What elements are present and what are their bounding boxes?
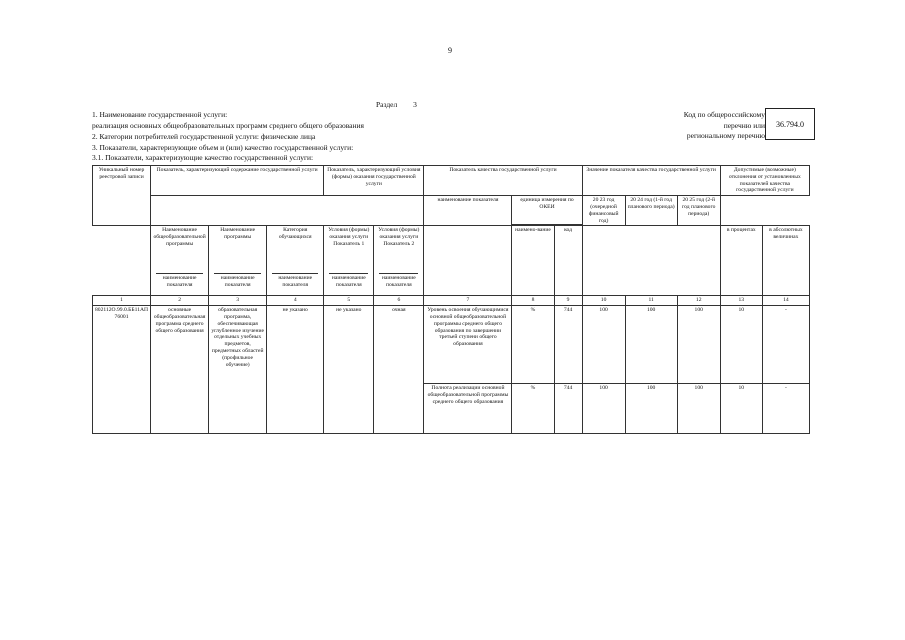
deviation-percent: 10	[720, 384, 762, 434]
quality-indicators-heading: 3.1. Показатели, характеризующие качество государственной услуги:	[92, 153, 314, 162]
header-c3-title: Наименование программы	[220, 227, 256, 241]
condition-1: не указано	[324, 306, 374, 434]
quality-value-2025: 100	[677, 306, 720, 384]
code-label-line: перечню или	[723, 120, 765, 130]
col-number: 3	[209, 296, 267, 306]
header-year-2: 20 24 год (1-й год планового периода)	[625, 196, 677, 226]
header-c4-sub: наименование показателя	[272, 273, 318, 289]
quality-unit-code: 744	[554, 306, 582, 384]
col-number: 1	[93, 296, 151, 306]
col-number: 11	[625, 296, 677, 306]
col-number: 2	[151, 296, 209, 306]
consumer-category: 2. Категории потребителей государственной услуги: физические лица	[92, 132, 316, 141]
quality-value-2023: 100	[582, 306, 625, 384]
page-number: 9	[448, 46, 452, 55]
header-c6	[374, 226, 424, 296]
header-unique-number: Уникальный номер реестровой записи	[93, 166, 151, 226]
header-in-absolute: в абсолютных величинах	[762, 226, 809, 296]
quality-value-2024: 100	[625, 384, 677, 434]
deviation-percent: 10	[720, 306, 762, 384]
header-c5-sub: наименование показателя	[329, 273, 368, 289]
quality-unit-code: 744	[554, 384, 582, 434]
quality-indicator-name: Полнота реализации основной общеобразовательной программы среднего общего образования	[424, 384, 512, 434]
header-c2	[151, 226, 209, 296]
col-number: 9	[554, 296, 582, 306]
quality-value-2025: 100	[677, 384, 720, 434]
col-number: 6	[374, 296, 424, 306]
program-name: образовательная программа, обеспечивающая углубленное изучение отдельных учебных предметов, предметных областей (профильное обучение)	[209, 306, 267, 434]
deviation-absolute: -	[762, 306, 809, 384]
column-number-row	[93, 296, 810, 306]
col-number: 12	[677, 296, 720, 306]
col-number: 7	[424, 296, 512, 306]
program-type: основные общеобразовательная программа среднего общего образования	[151, 306, 209, 434]
registry-record-number: 802112О.99.0.ББ11АП76001	[93, 306, 151, 434]
section-number: 3	[413, 100, 417, 109]
service-name-label: 1. Наименование государственной услуги:	[92, 110, 228, 119]
header-condition-group: Показатель, характеризующий условия (формы) оказания государственной услуги	[324, 166, 424, 196]
quality-indicator-name: Уровень освоения обучающимися основной общеобразовательной программы среднего общего образования по завершении третьей ступени общего образования	[424, 306, 512, 384]
col-number: 5	[324, 296, 374, 306]
header-quality-group: Показатель качества государственной услуги	[424, 166, 582, 196]
col-number: 8	[512, 296, 554, 306]
header-unit-okei: единица измерения по ОКЕИ	[512, 196, 582, 225]
header-c2-sub: наименование показателя	[156, 273, 203, 289]
code-label-line: Код по общероссийскому	[683, 110, 765, 119]
header-year-1: 20 23 год (очередной финансовый год)	[582, 196, 625, 226]
col-number: 14	[762, 296, 809, 306]
header-c3-sub: наименование показателя	[214, 273, 261, 289]
header-c4	[267, 226, 324, 296]
col-number: 13	[720, 296, 762, 306]
col-number: 10	[582, 296, 625, 306]
condition-2: очная	[374, 306, 424, 434]
header-content-group: Показатель, характеризующий содержание государственной услуги	[151, 166, 324, 196]
student-category: не указано	[267, 306, 324, 434]
header-c2-title: Наименование общеобразовательной программы	[153, 227, 206, 247]
header-c6-title: Условия (формы) оказания услуги Показатель 2	[378, 227, 420, 247]
header-value-group: Значение показателя качества государственной услуги	[582, 166, 720, 196]
header-c5-title: Условия (формы) оказания услуги Показатель 1	[328, 227, 370, 247]
registry-code-value: 36.794.0	[765, 108, 815, 140]
header-deviation-group: Допустимые (возможные) отклонения от установленных показателей качества государственной услуги	[720, 166, 809, 196]
header-unit-name: наимено-вание	[512, 226, 554, 296]
deviation-absolute: -	[762, 384, 809, 434]
col-number: 4	[267, 296, 324, 306]
table-row	[93, 306, 810, 384]
section-heading	[376, 100, 417, 109]
registry-code-label	[684, 110, 765, 142]
header-c4-title: Категория обучающихся	[278, 227, 312, 241]
indicators-heading: 3. Показатели, характеризующие объем и (или) качество государственной услуги:	[92, 143, 354, 152]
header-c3	[209, 226, 267, 296]
header-in-percent: в процентах	[720, 226, 762, 296]
quality-unit: %	[512, 306, 554, 384]
code-label-line: региональному перечню	[686, 131, 765, 140]
service-name-value: реализация основных общеобразовательных программ среднего общего образования	[92, 121, 364, 130]
quality-value-2024: 100	[625, 306, 677, 384]
quality-indicators-table	[92, 165, 810, 434]
header-c5	[324, 226, 374, 296]
section-label: Раздел	[376, 100, 398, 109]
header-indicator-name: наименование показателя	[424, 196, 512, 226]
header-year-3: 20 25 год (2-й год планового периода)	[677, 196, 720, 226]
quality-value-2023: 100	[582, 384, 625, 434]
header-unit-code: код	[554, 226, 582, 296]
quality-unit: %	[512, 384, 554, 434]
header-c6-sub: наименование показателя	[379, 273, 418, 289]
